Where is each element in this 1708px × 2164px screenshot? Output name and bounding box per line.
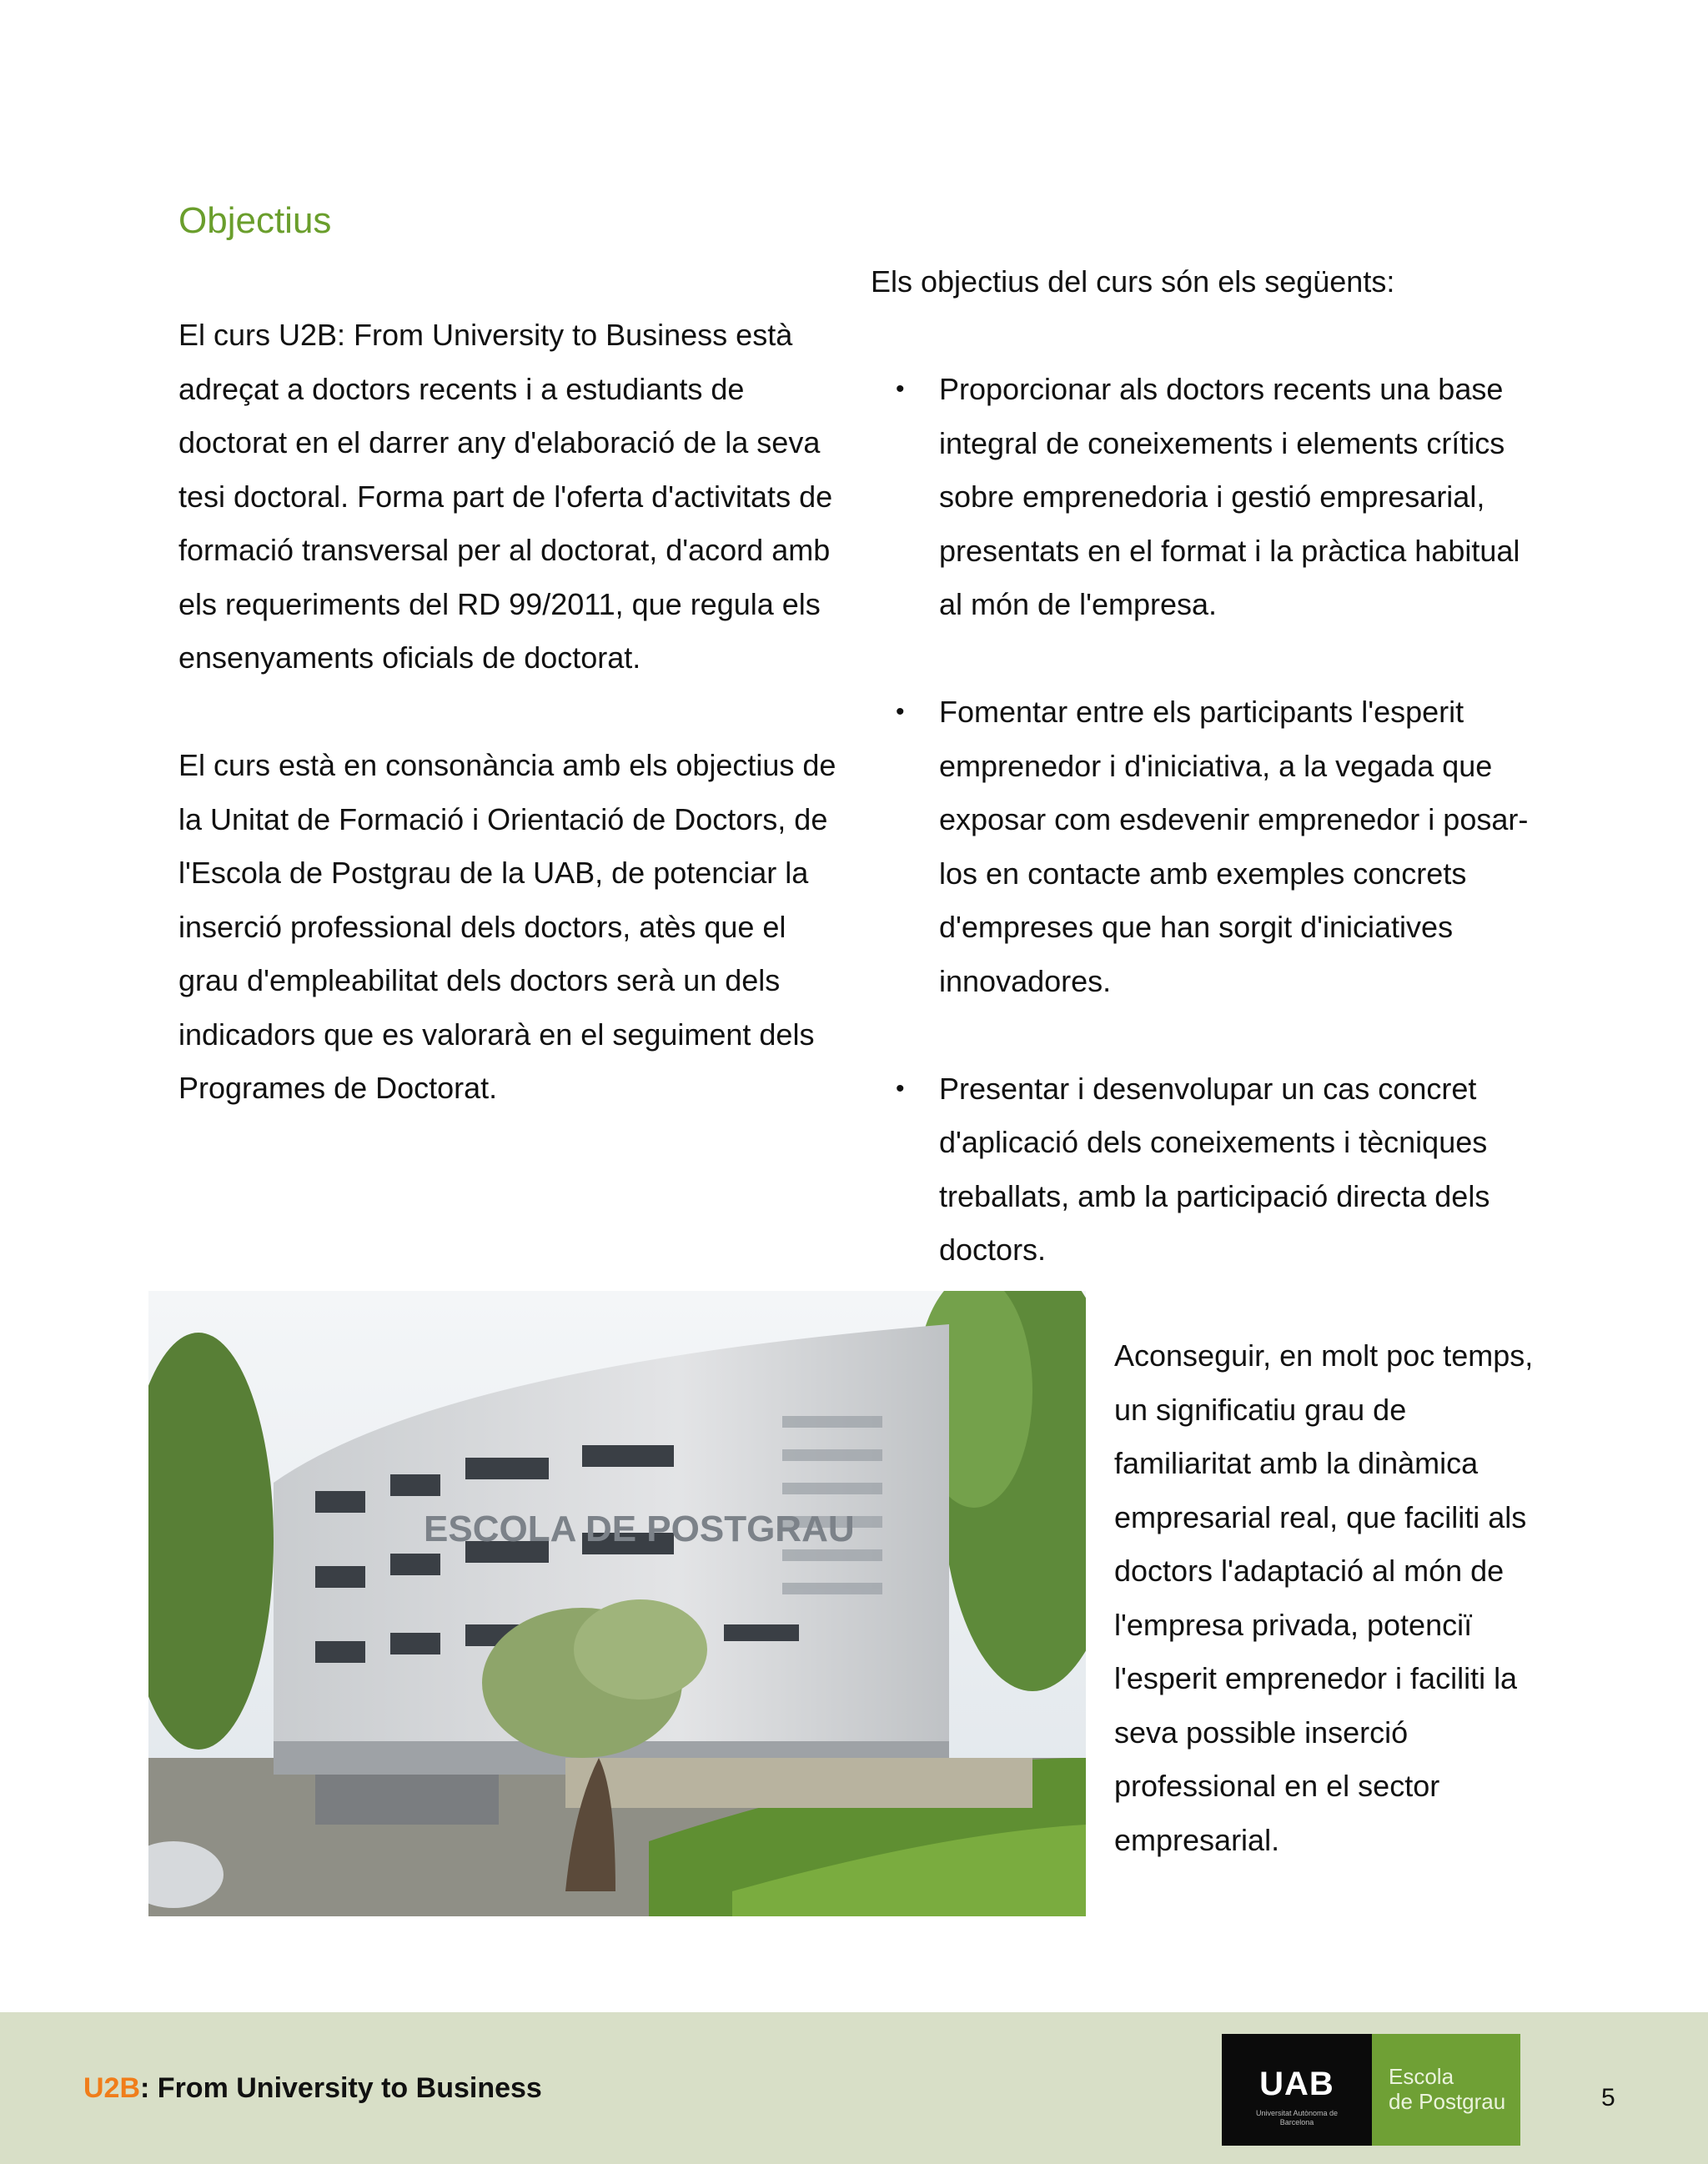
bullet-icon: •: [896, 698, 905, 726]
alignment-paragraph: El curs està en consonància amb els objectius de la Unitat de Formació i Orientació de Doctors, de l'Escola de Postgrau de la UAB, de potenciar la inserció professional dels doctors, atès que el grau d'empleabilitat dels doctors serà un dels indicadors que es valorarà en el seguiment dels Programes de Doctorat.: [178, 748, 836, 1105]
left-column: [178, 309, 846, 1116]
side-objective-text: Aconseguir, en molt poc temps, un significatiu grau de familiaritat amb la dinàmica empresarial real, que faciliti als doctors l'adaptació al món de l'empresa privada, potenciï l'esperit emprenedor i faciliti la seva possible inserció professional en el sector empresarial.: [1114, 1338, 1534, 1857]
building-sign: ESCOLA DE POSTGRAU: [424, 1509, 855, 1549]
escola-postgrau-logo: [1372, 2034, 1520, 2146]
uab-logo-mark: UAB: [1259, 2066, 1334, 2102]
objectives-intro: Els objectius del curs són els següents:: [871, 264, 1395, 299]
intro-paragraph: El curs U2B: From University to Business està adreçat a doctors recents i a estudiants de doctorat en el darrer any d'elaboració de la seva tesi doctoral. Forma part de l'oferta d'activitats de formació transversal per al doctorat, d'acord amb els requeriments del RD 99/2011, que regula els ensenyaments oficials de doctorat.: [178, 318, 833, 675]
right-column: [871, 255, 1538, 1278]
objective-item: [871, 1062, 1538, 1278]
page-footer: [0, 2012, 1708, 2164]
footer-title-accent: U2B: [83, 2072, 141, 2104]
objective-item: [871, 685, 1538, 1008]
objective-item: [871, 363, 1538, 632]
objective-text: Presentar i desenvolupar un cas concret d'aplicació dels coneixements i tècniques treballats, amb la participació directa dels doctors.: [939, 1071, 1490, 1267]
objectives-list: [871, 363, 1538, 1278]
logo-line-1: Escola: [1389, 2064, 1454, 2089]
footer-title-rest: : From University to Business: [140, 2072, 542, 2104]
objective-text: Fomentar entre els participants l'esperit emprenedor i d'iniciativa, a la vegada que exposar com esdevenir emprenedor i posar-los en contacte amb exemples concrets d'empreses que han sorgit d'iniciatives innovadores.: [939, 695, 1529, 998]
bullet-icon: •: [896, 375, 905, 403]
footer-title: [83, 2072, 542, 2105]
objective-text: Proporcionar als doctors recents una base integral de coneixements i elements crítics sobre emprenedoria i gestió empresarial, presentats en el format i la pràctica habitual al món de l'empresa.: [939, 372, 1520, 621]
page-number: 5: [1601, 2084, 1615, 2111]
section-heading: Objectius: [178, 200, 332, 241]
building-photo: [148, 1291, 1086, 1916]
uab-logo-subtitle: Universitat Autònoma de Barcelona: [1255, 2109, 1339, 2126]
logo-line-2: de Postgrau: [1389, 2089, 1506, 2114]
bullet-icon: •: [896, 1074, 905, 1102]
uab-logo: [1222, 2034, 1372, 2146]
